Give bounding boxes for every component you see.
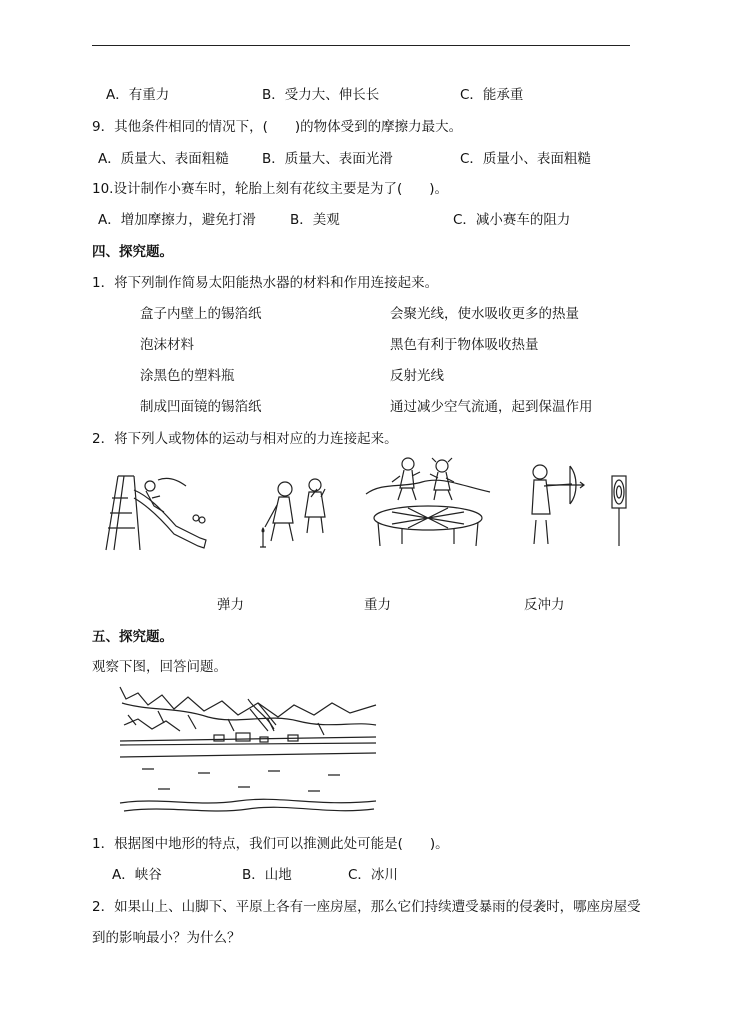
- q10-option-a: A．增加摩擦力，避免打滑: [98, 212, 256, 228]
- slide-illustration: [88, 468, 213, 553]
- force-label-recoil: 反冲力: [524, 597, 565, 613]
- material-item: 盒子内壁上的锡箔纸: [140, 306, 262, 322]
- s5-q2-line2: 到的影响最小？为什么？: [92, 930, 241, 946]
- section5-title: 五、探究题。: [92, 629, 173, 645]
- q10-option-c: C．减小赛车的阻力: [453, 212, 571, 228]
- function-item: 通过减少空气流通，起到保温作用: [390, 399, 593, 415]
- q9-option-c: C．质量小、表面粗糙: [460, 151, 591, 167]
- q10-question: 10.设计制作小赛车时，轮胎上刻有花纹主要是为了( )。: [92, 181, 449, 197]
- q10-option-b: B．美观: [290, 212, 340, 228]
- force-label-gravity: 重力: [364, 597, 391, 613]
- q9-option-a: A．质量大、表面粗糙: [98, 151, 229, 167]
- material-item: 涂黑色的塑料瓶: [140, 368, 235, 384]
- function-item: 黑色有利于物体吸收热量: [390, 337, 539, 353]
- s5-intro: 观察下图，回答问题。: [92, 659, 227, 675]
- s5-q1-option-b: B．山地: [242, 867, 292, 883]
- archery-illustration: [512, 458, 642, 550]
- candle-kids-illustration: [255, 475, 335, 555]
- material-item: 泡沫材料: [140, 337, 194, 353]
- header-rule: [92, 45, 630, 46]
- trampoline-illustration: [362, 452, 494, 552]
- q9-question: 9．其他条件相同的情况下，( )的物体受到的摩擦力最大。: [92, 119, 463, 135]
- s5-q1-option-a: A．峡谷: [112, 867, 162, 883]
- q8-option-c: C．能承重: [460, 87, 524, 103]
- section4-title: 四、探究题。: [92, 244, 173, 260]
- s5-q2-line1: 2．如果山上、山脚下、平原上各有一座房屋，那么它们持续遭受暴雨的侵袭时，哪座房屋受: [92, 899, 641, 915]
- force-label-elastic: 弹力: [217, 597, 244, 613]
- s4-q1-question: 1．将下列制作简易太阳能热水器的材料和作用连接起来。: [92, 275, 439, 291]
- s5-q1-option-c: C．冰川: [348, 867, 398, 883]
- landscape-illustration: [118, 685, 378, 820]
- function-item: 会聚光线，使水吸收更多的热量: [390, 306, 579, 322]
- q8-option-b: B．受力大、伸长长: [262, 87, 380, 103]
- q8-option-a: A．有重力: [106, 87, 170, 103]
- s4-q2-question: 2．将下列人或物体的运动与相对应的力连接起来。: [92, 431, 398, 447]
- function-item: 反射光线: [390, 368, 444, 384]
- material-item: 制成凹面镜的锡箔纸: [140, 399, 262, 415]
- s5-q1-question: 1．根据图中地形的特点，我们可以推测此处可能是( )。: [92, 836, 449, 852]
- q9-option-b: B．质量大、表面光滑: [262, 151, 393, 167]
